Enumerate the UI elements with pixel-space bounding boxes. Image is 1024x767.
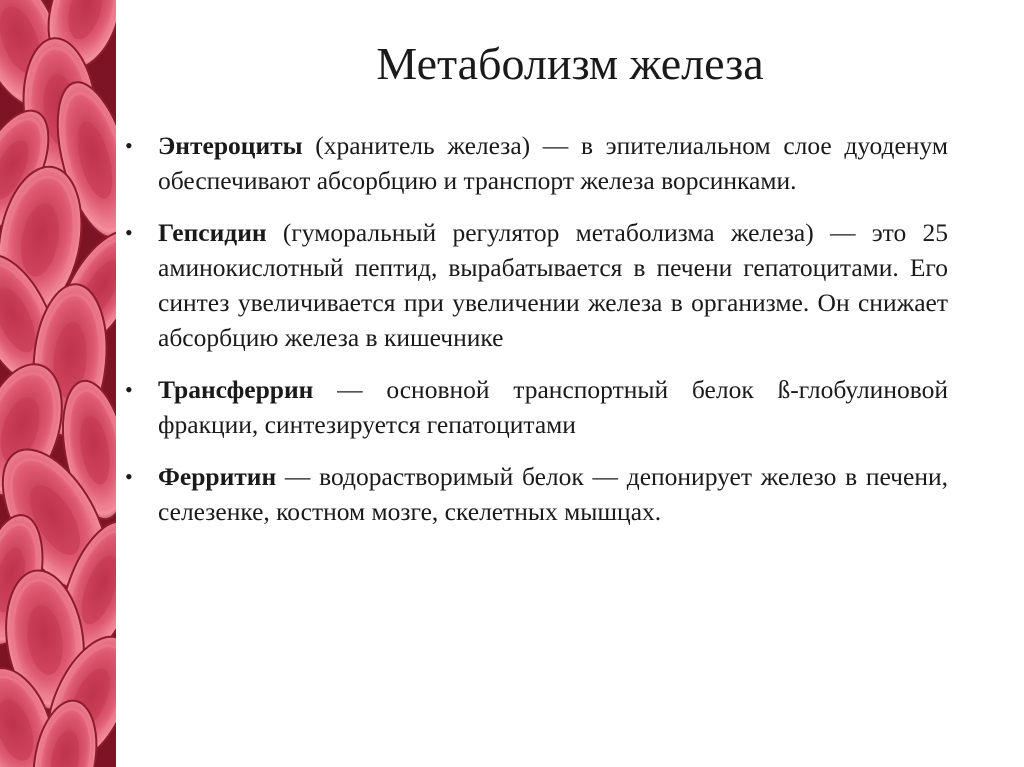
definition-transferrin: — основной транспортный белок ß-глобулиновой фракции, синтезируется гепатоцитами <box>158 375 948 439</box>
term-ferritin: Ферритин <box>158 462 277 491</box>
definition-hepcidin: (гуморальный регулятор метаболизма железа) — это 25 аминокислотный пептид, вырабатывается в печени гепатоцитами. Его синтез увеличивается при увеличении железа в организме. Он снижает абсорбцию железа в кишечнике <box>158 218 948 352</box>
red-blood-cells-image <box>0 0 116 767</box>
bullet-icon: • <box>125 133 133 158</box>
term-enterocytes: Энтероциты <box>158 131 303 160</box>
definition-ferritin: — водорастворимый белок — депонирует железо в печени, селезенке, костном мозге, скелетных мышцах. <box>158 462 948 526</box>
list-item-ferritin <box>125 459 948 529</box>
slide-title: Метаболизм железа <box>376 38 764 89</box>
list-item-enterocytes <box>125 128 948 198</box>
definition-list <box>125 128 948 546</box>
list-item-hepcidin <box>125 215 948 355</box>
bullet-icon: • <box>125 464 133 489</box>
bullet-icon: • <box>125 220 133 245</box>
list-item-transferrin <box>125 372 948 442</box>
bullet-icon: • <box>125 377 133 402</box>
term-transferrin: Трансферрин <box>158 375 314 404</box>
term-hepcidin: Гепсидин <box>158 218 267 247</box>
definition-enterocytes: (хранитель железа) — в эпителиальном слое дуоденум обеспечивают абсорбцию и транспорт железа ворсинками. <box>158 131 948 195</box>
